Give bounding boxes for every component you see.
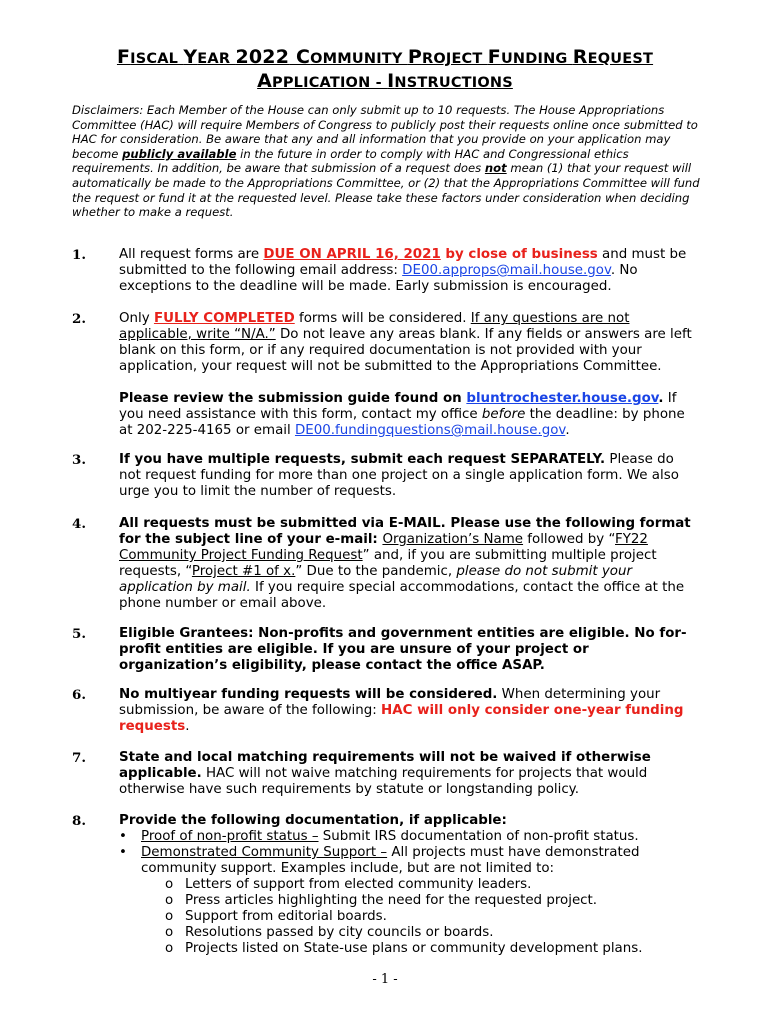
item-body: All requests must be submitted via E-MAIL. Please use the following format for the subject line of your e-mail: Organization’s Name followed by “FY22 Community Project Funding Request” and, if you are submitting multiple project requests, “Project #1 of x.” Due to the pandemic, please do not submit your application by mail. If you require special accommodations, contact the office at the phone number or email above. <box>119 516 691 611</box>
instruction-item-2 <box>72 311 698 439</box>
item-number: 8. <box>72 813 86 829</box>
instruction-item-4 <box>72 516 698 612</box>
item-body: State and local matching requirements will not be waived if otherwise applicable. HAC will not waive matching requirements for projects that would otherwise have such requirements by statute or longstanding policy. <box>119 750 651 797</box>
page-number: - 1 - <box>372 972 398 987</box>
item-body: All request forms are DUE ON APRIL 16, 2021 by close of business and must be submitted to the following email address: DE00.approps@mail.house.gov. No exceptions to the deadline will be made. Early submission is encouraged. <box>119 247 687 294</box>
instruction-item-5 <box>72 626 698 674</box>
item-body: If you have multiple requests, submit each request SEPARATELY. Please do not request funding for more than one project on a single application form. We also urge you to limit the number of requests. <box>119 452 679 499</box>
approps-email-link[interactable]: DE00.approps@mail.house.gov <box>402 263 611 278</box>
item-body: Provide the following documentation, if applicable: • Proof of non-profit status – Submit IRS documentation of non-profit status. • Demonstrated Community Support – All projects must have demonstrated community support. Examples include, but are not limited to: o Letters of support from elected community leaders. o Press articles highlighting the need for the requested project. o Support from editorial boards. o Resolutions passed by city councils or boards. o Projects listed on State-use plans or community development plans. <box>119 813 698 957</box>
instruction-item-6 <box>72 687 698 735</box>
item-number: 4. <box>72 516 86 532</box>
list-item: o Projects listed on State-use plans or community development plans. <box>141 941 698 957</box>
list-item: o Resolutions passed by city councils or boards. <box>141 925 698 941</box>
item-number: 2. <box>72 311 86 327</box>
documentation-list <box>119 829 698 957</box>
item-body: Only FULLY COMPLETED forms will be considered. If any questions are not applicable, write “N/A.” Do not leave any areas blank. If any fields or answers are left blank on this form, or if any required documentation is not provided with your application, your request will not be submitted to the Appropriations Committee. Please review the submission guide found on bluntrochester.house.gov. If you need assistance with this form, contact my office before the deadline: by phone at 202-225-4165 or email DE00.fundingquestions@mail.house.gov. <box>119 311 698 439</box>
instruction-item-8 <box>72 813 698 957</box>
item-number: 6. <box>72 687 86 703</box>
list-item: o Support from editorial boards. <box>141 909 698 925</box>
title-line-2: APPLICATION - INSTRUCTIONS <box>257 70 513 92</box>
page-title <box>60 46 710 94</box>
item-number: 7. <box>72 750 86 766</box>
list-item: o Press articles highlighting the need for the requested project. <box>141 893 698 909</box>
item-number: 5. <box>72 626 86 642</box>
submission-guide-paragraph: Please review the submission guide found on bluntrochester.house.gov. If you need assistance with this form, contact my office before the deadline: by phone at 202-225-4165 or email DE00.fundingquestions@mail.house.gov. <box>119 391 685 438</box>
not-emphasis: not <box>484 161 507 176</box>
disclaimer-paragraph: Disclaimers: Each Member of the House can only submit up to 10 requests. The House Appropriations Committee (HAC) will require Members of Congress to publicly post their requests online once submitted to HAC for consideration. Be aware that any and all information that you provide on your application may become publicly available in the future in order to comply with HAC and Congressional ethics requirements. In addition, be aware that submission of a request does not mean (1) that your request will automatically be made to the Appropriations Committee, or (2) that the Appropriations Committee will fund the request or fund it at the requested level. Please take these factors under consideration when deciding whether to make a request. <box>72 103 700 220</box>
list-item: • Demonstrated Community Support – All projects must have demonstrated community support. Examples include, but are not limited to: o Letters of support from elected community leaders. o Press articles highlighting the need for the requested project. o Support from editorial boards. o Resolutions passed by city councils or boards. o Projects listed on State-use plans or community development plans. <box>119 845 698 957</box>
fully-completed-emphasis: FULLY COMPLETED <box>153 311 295 326</box>
instruction-item-7 <box>72 750 698 798</box>
item-number: 1. <box>72 247 86 263</box>
item-number: 3. <box>72 452 86 468</box>
funding-questions-email-link[interactable]: DE00.fundingquestions@mail.house.gov <box>294 423 566 438</box>
title-line-1: FISCAL YEAR 2022 COMMUNITY PROJECT FUNDING REQUEST <box>116 46 654 68</box>
support-examples-list <box>141 877 698 957</box>
item-body: No multiyear funding requests will be considered. When determining your submission, be aware of the following: HAC will only consider one-year funding requests. <box>119 687 684 734</box>
item-body: Eligible Grantees: Non-profits and government entities are eligible. No for-profit entities are eligible. If you are unsure of your project or organization’s eligibility, please contact the office ASAP. <box>119 626 687 673</box>
website-link[interactable]: bluntrochester.house.gov <box>466 391 659 406</box>
due-date: DUE ON APRIL 16, 2021 <box>263 247 441 262</box>
publicly-available-emphasis: publicly available <box>122 146 237 161</box>
instruction-item-3 <box>72 452 698 500</box>
list-item: o Letters of support from elected community leaders. <box>141 877 698 893</box>
list-item: • Proof of non-profit status – Submit IRS documentation of non-profit status. <box>119 829 698 845</box>
instruction-item-1 <box>72 247 698 295</box>
